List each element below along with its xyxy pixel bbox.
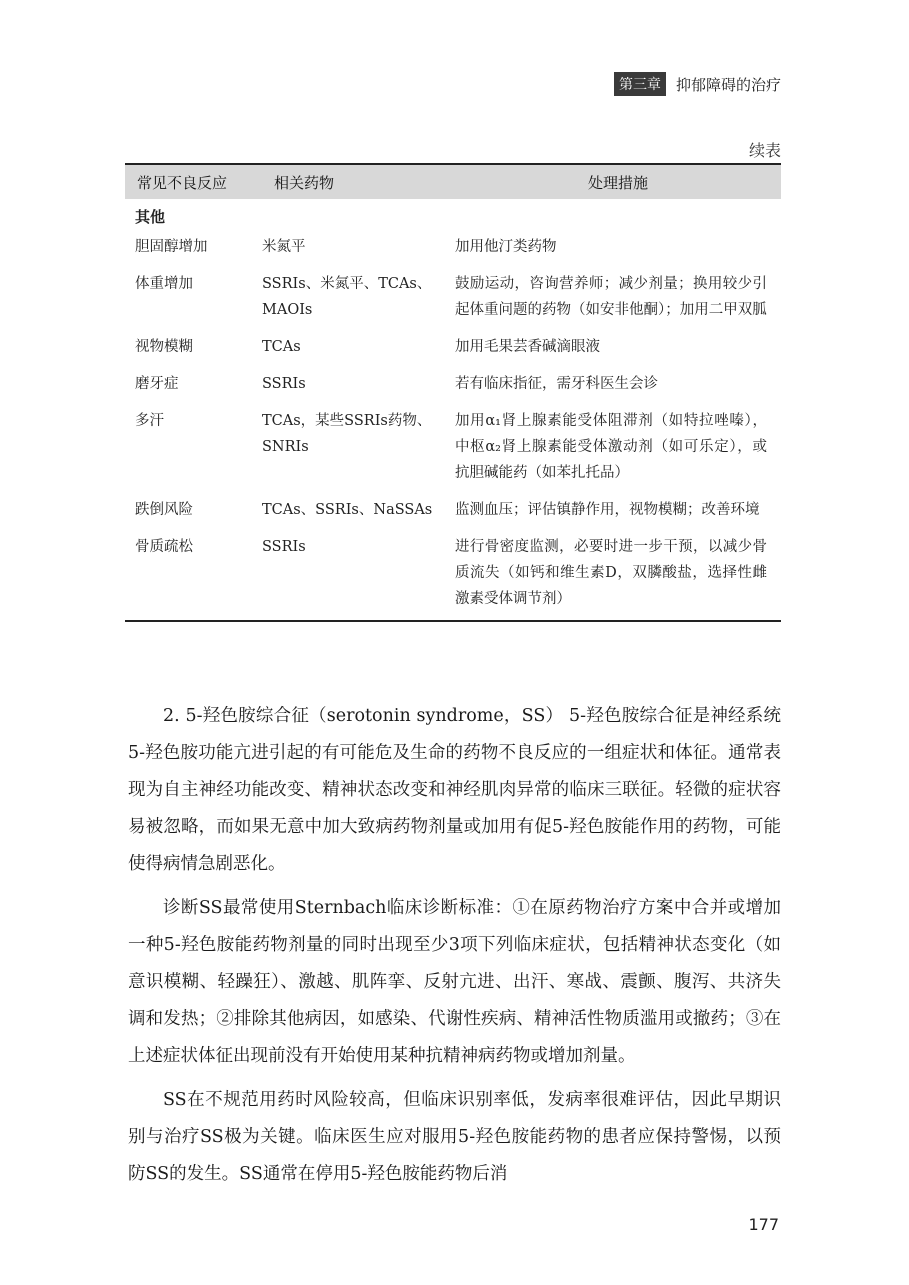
drugs-cell: TCAs，某些SSRIs药物、SNRIs <box>262 413 432 455</box>
measures-cell: 加用毛果芸香碱滴眼液 <box>455 339 600 355</box>
column-header-measures: 处理措施 <box>455 164 781 199</box>
page-number: 177 <box>748 1215 779 1234</box>
drugs-cell: TCAs <box>262 339 301 355</box>
reaction-cell: 体重增加 <box>135 276 193 292</box>
adverse-reaction-table <box>125 163 781 622</box>
reaction-cell: 多汗 <box>135 413 164 429</box>
reaction-cell: 骨质疏松 <box>125 530 262 621</box>
table-header-row <box>125 164 781 199</box>
measures-cell: 加用α₁肾上腺素能受体阻滞剂（如特拉唑嗪），中枢α₂肾上腺素能受体激动剂（如可乐定），或抗胆碱能药（如苯扎托品） <box>455 413 767 481</box>
column-header-drugs: 相关药物 <box>262 164 455 199</box>
drugs-cell: TCAs、SSRIs、NaSSAs <box>262 502 433 518</box>
table-row <box>125 367 781 404</box>
paragraph: 诊断SS最常使用Sternbach临床诊断标准：①在原药物治疗方案中合并或增加一种5-羟色胺能药物剂量的同时出现至少3项下列临床症状，包括精神状态变化（如意识模糊、轻躁狂）、激越、肌阵挛、反射亢进、出汗、寒战、震颤、腹泻、共济失调和发热；②排除其他病因，如感染、代谢性疾病、精神活性物质滥用或撤药；③在上述症状体征出现前没有开始使用某种抗精神病药物或增加剂量。 <box>128 898 781 1066</box>
reaction-cell: 视物模糊 <box>135 339 193 355</box>
reaction-cell: 胆固醇增加 <box>135 239 208 255</box>
measures-cell: 若有临床指征，需牙科医生会诊 <box>455 376 658 392</box>
paragraph: SS在不规范用药时风险较高，但临床识别率低，发病率很难评估，因此早期识别与治疗SS极为关键。临床医生应对服用5-羟色胺能药物的患者应保持警惕，以预防SS的发生。SS通常在停用5-羟色胺能药物后消 <box>128 1090 781 1184</box>
table-group-row <box>125 199 781 230</box>
body-text <box>128 698 781 1200</box>
table-row <box>125 530 781 621</box>
paragraph: 2. 5-羟色胺综合征（serotonin syndrome，SS） 5-羟色胺综合征是神经系统5-羟色胺功能亢进引起的有可能危及生命的药物不良反应的一组症状和体征。通常表现为自主神经功能改变、精神状态改变和神经肌肉异常的临床三联征。轻微的症状容易被忽略，而如果无意中加大致病药物剂量或加用有促5-羟色胺能作用的药物，可能使得病情急剧恶化。 <box>128 706 781 874</box>
drugs-cell: SSRIs、米氮平、TCAs、MAOIs <box>262 276 432 318</box>
table-row <box>125 493 781 530</box>
drugs-cell: 米氮平 <box>262 239 306 255</box>
reaction-cell: 跌倒风险 <box>135 502 193 518</box>
chapter-badge: 第三章 <box>614 72 666 96</box>
column-header-reaction: 常见不良反应 <box>125 164 262 199</box>
group-label: 其他 <box>135 208 166 226</box>
measures-cell: 鼓励运动，咨询营养师；减少剂量；换用较少引起体重问题的药物（如安非他酮）；加用二甲双胍 <box>455 276 767 318</box>
table-row <box>125 230 781 267</box>
reaction-cell: 磨牙症 <box>135 376 179 392</box>
measures-cell: 加用他汀类药物 <box>455 239 557 255</box>
drugs-cell: SSRIs <box>262 376 306 392</box>
chapter-title: 抑郁障碍的治疗 <box>675 75 781 94</box>
measures-cell: 监测血压；评估镇静作用，视物模糊；改善环境 <box>455 502 760 518</box>
table-row <box>125 267 781 330</box>
table-row <box>125 330 781 367</box>
running-header <box>614 72 781 96</box>
drugs-cell: SSRIs <box>262 530 455 621</box>
measures-cell: 进行骨密度监测，必要时进一步干预，以减少骨质流失（如钙和维生素D，双膦酸盐，选择性雌激素受体调节剂） <box>455 530 781 621</box>
table-row <box>125 404 781 493</box>
continued-label: 续表 <box>748 141 781 160</box>
